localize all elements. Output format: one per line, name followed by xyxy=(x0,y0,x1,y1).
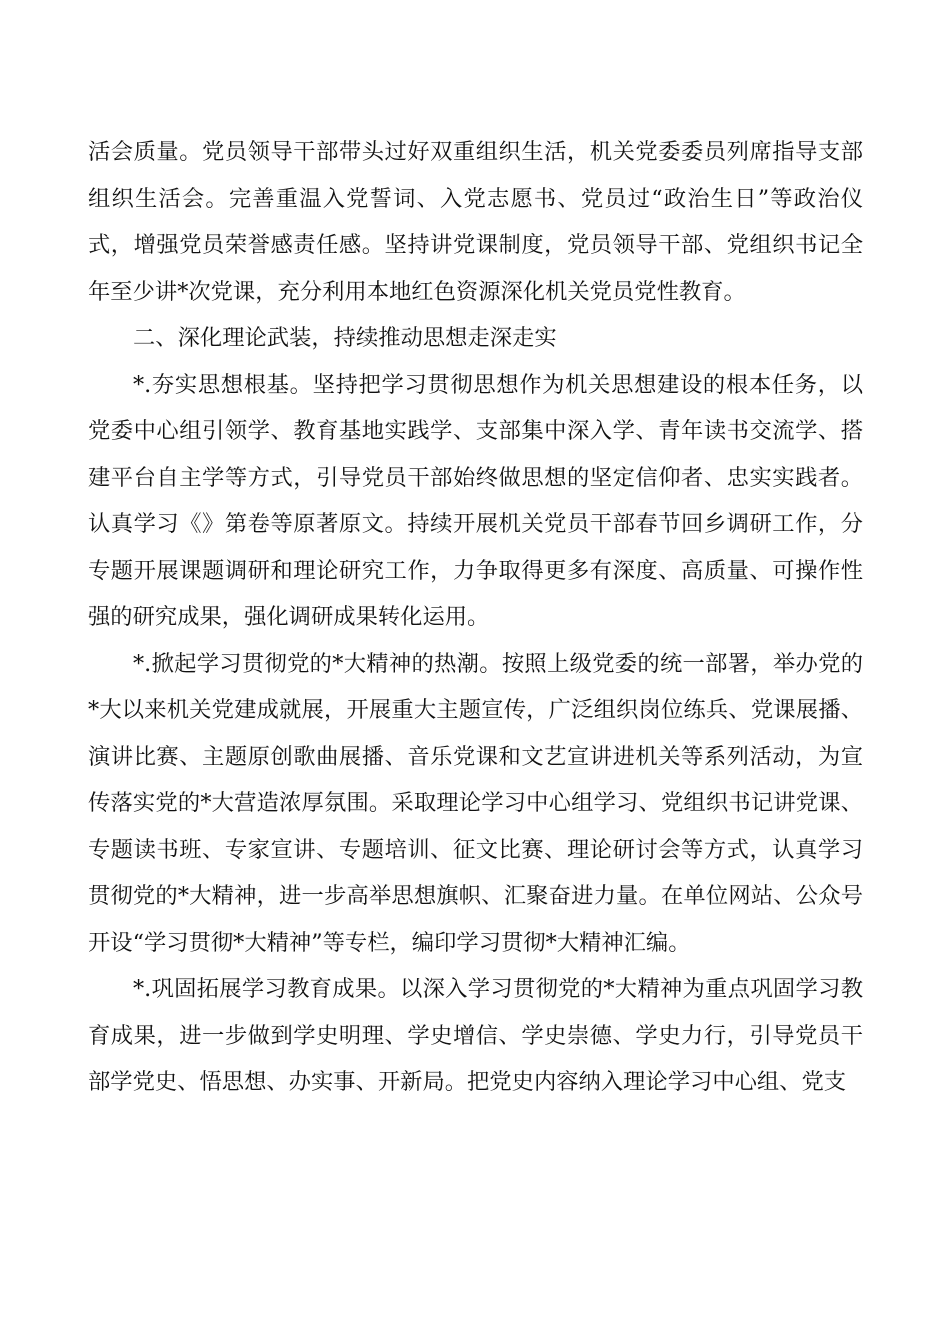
document-body xyxy=(88,129,863,1106)
section-heading: 二、深化理论武装，持续推动思想走深走实 xyxy=(133,325,557,351)
paragraph: *.夯实思想根基。坚持把学习贯彻思想作为机关思想建设的根本任务，以党委中心组引领学、教育基地实践学、支部集中深入学、青年读书交流学、搭建平台自主学等方式，引导党员干部始终做思想的坚定信仰者、忠实实践者。认真学习《》第卷等原著原文。持续开展机关党员干部春节回乡调研工作，分专题开展课题调研和理论研究工作，力争取得更多有深度、高质量、可操作性强的研究成果，强化调研成果转化运用。 xyxy=(88,371,863,630)
paragraph: *.掀起学习贯彻党的*大精神的热潮。按照上级党委的统一部署，举办党的*大以来机关党建成就展，开展重大主题宣传，广泛组织岗位练兵、党课展播、演讲比赛、主题原创歌曲展播、音乐党课和文艺宣讲进机关等系列活动，为宣传落实党的*大营造浓厚氛围。采取理论学习中心组学习、党组织书记讲党课、专题读书班、专家宣讲、专题培训、征文比赛、理论研讨会等方式，认真学习贯彻党的*大精神，进一步高举思想旗帜、汇聚奋进力量。在单位网站、公众号开设“学习贯彻*大精神”等专栏，编印学习贯彻*大精神汇编。 xyxy=(88,650,863,956)
paragraph: *.巩固拓展学习教育成果。以深入学习贯彻党的*大精神为重点巩固学习教育成果，进一步做到学史明理、学史增信、学史崇德、学史力行，引导党员干部学党史、悟思想、办实事、开新局。把党史内容纳入理论学习中心组、党支 xyxy=(88,976,863,1095)
paragraph-continued: 活会质量。党员领导干部带头过好双重组织生活，机关党委委员列席指导支部组织生活会。完善重温入党誓词、入党志愿书、党员过“政治生日”等政治仪式，增强党员荣誉感责任感。坚持讲党课制度，党员领导干部、党组织书记全年至少讲*次党课，充分利用本地红色资源深化机关党员党性教育。 xyxy=(88,139,863,305)
